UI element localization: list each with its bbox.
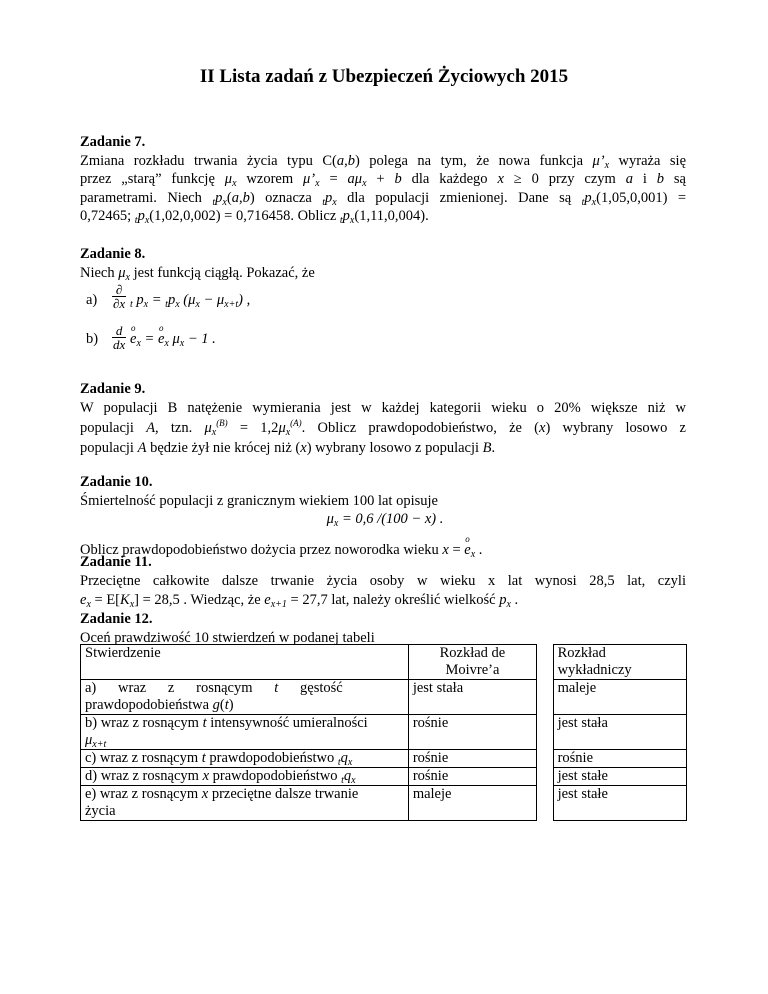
task-10 bbox=[80, 473, 686, 559]
table-header-de-moivre: Rozkład de Moivre’a bbox=[408, 645, 536, 680]
task-12-heading: Zadanie 12. bbox=[80, 611, 153, 627]
table-row bbox=[81, 768, 687, 786]
task-11-line-2: $e_x = E[K_x] = 28,5$ . Wiedząc, że $e_{x+1} = 27,7$ lat, należy określić wielkość $p_x$ . bbox=[80, 592, 519, 610]
table-cell-exponential: maleje bbox=[553, 680, 686, 715]
task-10-heading: Zadanie 10. bbox=[80, 474, 153, 490]
task-8-intro: Niech $\mu_x$ jest funkcją ciągłą. Pokazać, że bbox=[80, 264, 315, 283]
table-cell-statement: d) wraz z rosnącym x prawdopodobieństwo $_tq_x$ bbox=[81, 768, 409, 786]
table-header-row bbox=[81, 645, 687, 680]
task-9-heading: Zadanie 9. bbox=[80, 381, 146, 397]
task-7 bbox=[80, 133, 686, 226]
table-cell-exponential: rośnie bbox=[553, 750, 686, 768]
task-12 bbox=[80, 610, 686, 647]
table-cell-exponential: jest stałe bbox=[553, 786, 686, 821]
task-9-line-1: W populacji B natężenie wymierania jest w każdej kategorii wieku o 20% większe niż w bbox=[80, 399, 686, 416]
task-8-formula-a: a) ∂ ∂x $_t$ $p_x = _tp_x$ $(\mu_x - \mu_{x+t})$ , bbox=[86, 282, 251, 311]
table-header-exponential: Rozkład wykładniczy bbox=[553, 645, 686, 680]
table-cell-de-moivre: maleje bbox=[408, 786, 536, 821]
task-7-text: Zmiana rozkładu trwania życia typu C(a,b) polega na tym, że nowa funkcja $\mu’_x$ wyraża się przez „starą” funkcję $\mu_x$ wzorem $\mu’_x = a\mu_x + b$ dla każdego x ≥ 0 przy czym a i b są parametrami. Niech $_tp_x(a,b)$ oznacza $_tp_x$ dla populacji zmienionej. Dane są $_tp_x(1,05,0,001)$ = 0,72465; $_tp_x(1,02,0,002) = 0,716458$. Oblicz $_tp_x(1,11,0,004)$. bbox=[80, 152, 687, 226]
table-row bbox=[81, 680, 687, 715]
task-8 bbox=[80, 245, 686, 356]
table-cell-exponential: jest stałe bbox=[553, 768, 686, 786]
page-title: II Lista zadań z Ubezpieczeń Życiowych 2015 bbox=[199, 66, 569, 87]
task-11-line-1: Przeciętne całkowite dalsze trwanie życia osoby w wieku x lat wynosi 28,5 lat, czyli bbox=[80, 572, 686, 589]
statements-table bbox=[80, 644, 687, 821]
task-9 bbox=[80, 380, 686, 458]
table-cell-de-moivre: rośnie bbox=[408, 715, 536, 750]
table-cell-statement: c) wraz z rosnącym t prawdopodobieństwo $_tq_x$ bbox=[81, 750, 409, 768]
task-11-heading: Zadanie 11. bbox=[80, 554, 152, 570]
table-header-statement: Stwierdzenie bbox=[81, 645, 409, 680]
task-8-heading: Zadanie 8. bbox=[80, 246, 146, 262]
task-7-heading: Zadanie 7. bbox=[80, 134, 146, 150]
task-11 bbox=[80, 553, 686, 611]
table-row bbox=[81, 786, 687, 821]
task-9-line-2: populacji A, tzn. $\mu_x^{(B)} = 1,2\mu_x^{(A)}$. Oblicz prawdopodobieństwo, że (x) wybrany losowo z bbox=[80, 418, 686, 438]
table-cell-de-moivre: rośnie bbox=[408, 768, 536, 786]
table-cell-de-moivre: rośnie bbox=[408, 750, 536, 768]
table-cell-statement: a) wraz z rosnącym t gęstość prawdopodobieństwa g(t) bbox=[81, 680, 409, 715]
table-row bbox=[81, 750, 687, 768]
table-cell-statement: b) wraz z rosnącym t intensywność umieralności $\mu_{x+t}$ bbox=[81, 715, 409, 750]
table-cell-statement: e) wraz z rosnącym x przeciętne dalsze trwanie życia bbox=[81, 786, 409, 821]
task-9-line-3: populacji A będzie żył nie krócej niż (x) wybrany losowo z populacji B. bbox=[80, 440, 496, 456]
task-12-intro: Oceń prawdziwość 10 stwierdzeń w podanej tabeli bbox=[80, 629, 375, 646]
task-10-formula: $\mu_x = 0,6$ /(100 − x) . bbox=[326, 511, 444, 529]
table-row bbox=[81, 715, 687, 750]
task-10-line-3: Oblicz prawdopodobieństwo dożycia przez noworodka wieku x = o $e_x$ . bbox=[80, 541, 686, 560]
task-10-line-1: Śmiertelność populacji z granicznym wiekiem 100 lat opisuje bbox=[80, 492, 438, 509]
table-cell-de-moivre: jest stała bbox=[408, 680, 536, 715]
task-8-formula-b: b) $\frac{d}{dx}$ o $e_x = o$ $e_x$ $\mu_x - 1$ . bbox=[80, 318, 686, 356]
table-cell-exponential: jest stała bbox=[553, 715, 686, 750]
